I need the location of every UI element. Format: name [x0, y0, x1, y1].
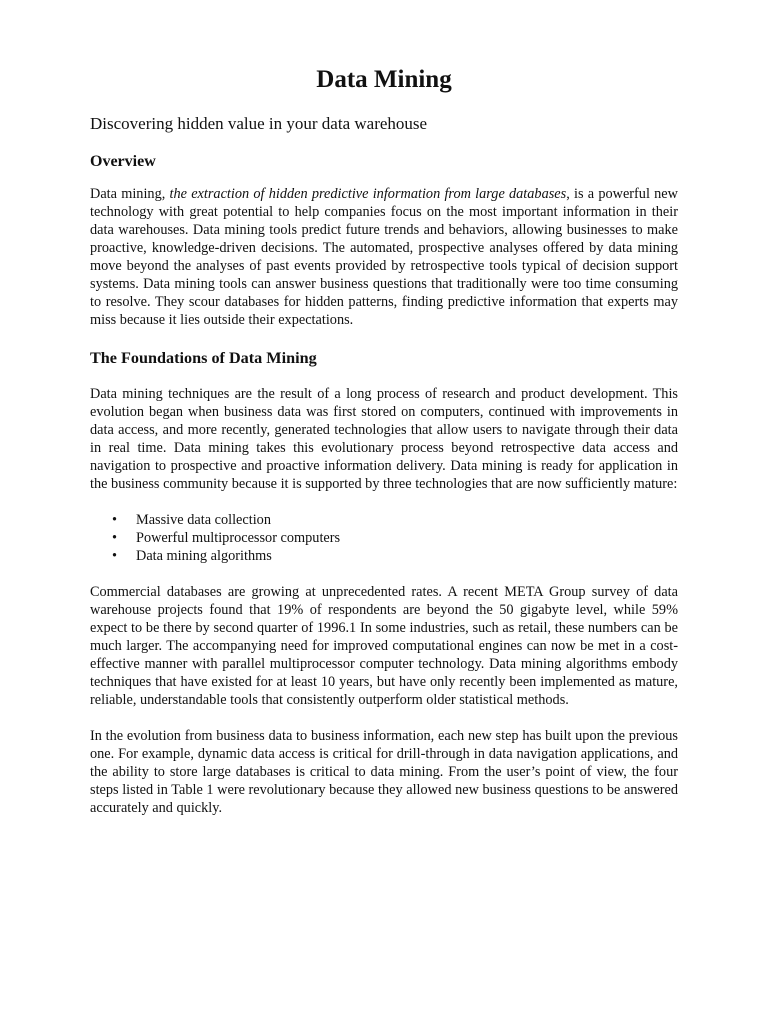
bullet-icon: •	[112, 512, 118, 528]
overview-definition: the extraction of hidden predictive information from large databases	[169, 186, 567, 202]
list-item	[112, 547, 678, 565]
bullet-icon: •	[112, 548, 118, 564]
list-item-text: Massive data collection	[136, 512, 271, 528]
foundations-paragraph-3: In the evolution from business data to business information, each new step has built upon the previous one. For example, dynamic data access is critical for drill-through in data navigation applications, and the ability to store large databases is critical to data mining. From the user’s point of view, the four steps listed in Table 1 were revolutionary because they allowed new business questions to be answered accurately and quickly.	[90, 728, 678, 816]
bullet-icon: •	[112, 530, 118, 546]
foundations-paragraph-2: Commercial databases are growing at unprecedented rates. A recent META Group survey of data warehouse projects found that 19% of respondents are beyond the 50 gigabyte level, while 59% expect to be there by second quarter of 1996.1 In some industries, such as retail, these numbers can be much larger. The accompanying need for improved computational engines can now be met in a cost-effective manner with parallel multiprocessor computer technology. Data mining algorithms embody techniques that have existed for at least 10 years, but have only recently been implemented as mature, reliable, understandable tools that consistently outperform older statistical methods.	[90, 584, 678, 708]
list-item	[112, 511, 678, 529]
overview-text-rest: , is a powerful new technology with great potential to help companies focus on the most important information in their data warehouses. Data mining tools predict future trends and behaviors, allowing businesses to make proactive, knowledge-driven decisions. The automated, prospective analyses offered by data mining move beyond the analyses of past events provided by retrospective tools typical of decision support systems. Data mining tools can answer business questions that traditionally were too time consuming to resolve. They scour databases for hidden patterns, finding predictive information that experts may miss because it lies outside their expectations.	[90, 186, 678, 328]
list-item-text: Data mining algorithms	[136, 548, 272, 564]
page-title: Data Mining	[316, 66, 452, 93]
overview-paragraph	[90, 185, 678, 329]
list-item	[112, 529, 678, 547]
foundations-paragraph-1: Data mining techniques are the result of a long process of research and product development. This evolution began when business data was first stored on computers, continued with improvements in data access, and more recently, generated technologies that allow users to navigate through their data in real time. Data mining takes this evolutionary process beyond retrospective data access and navigation to prospective and proactive information delivery. Data mining is ready for application in the business community because it is supported by three technologies that are now sufficiently mature:	[90, 386, 678, 492]
overview-text-start: Data mining,	[90, 186, 170, 202]
overview-heading: Overview	[90, 153, 156, 170]
list-item-text: Powerful multiprocessor computers	[136, 530, 341, 546]
page-subtitle: Discovering hidden value in your data warehouse	[90, 114, 428, 133]
technologies-list	[90, 511, 678, 565]
foundations-heading: The Foundations of Data Mining	[90, 349, 317, 367]
document-page	[90, 62, 678, 835]
